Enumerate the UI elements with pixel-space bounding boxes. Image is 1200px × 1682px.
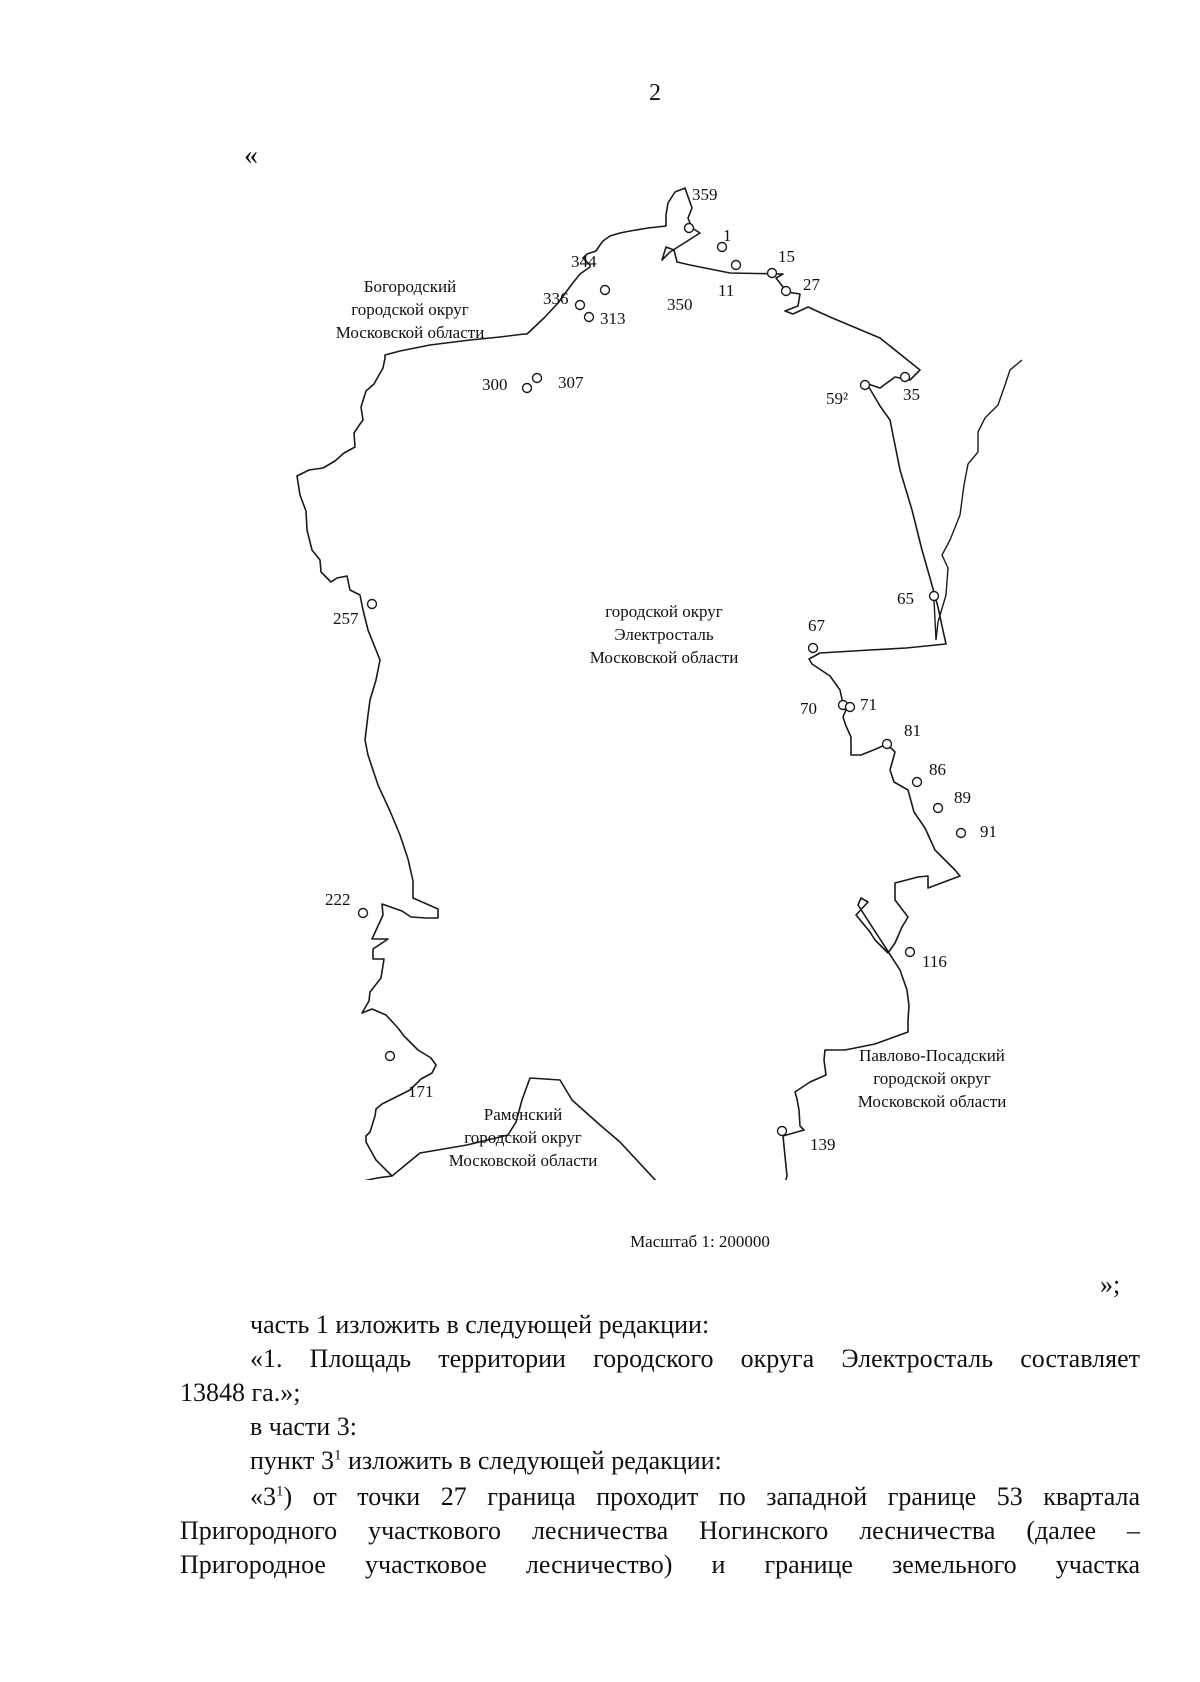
point-59-2: [861, 381, 870, 390]
text-line-4: в части 3:: [250, 1412, 357, 1441]
point-15: [768, 269, 777, 278]
region-ramensky-line-3: Московской области: [448, 1151, 598, 1170]
label-81: 81: [904, 721, 921, 740]
label-222: 222: [325, 890, 351, 909]
text-line-2: «1. Площадь территории городского округа Электросталь составляет: [250, 1344, 1140, 1373]
region-pavlovo-posadsky-line-1: Павлово-Посадский: [859, 1046, 1005, 1065]
point-313: [585, 313, 594, 322]
point-35: [901, 373, 910, 382]
label-67: 67: [808, 616, 825, 635]
text-line-5-sup: 1: [333, 1447, 342, 1464]
region-pavlovo-posadsky-line-2: городской округ: [873, 1069, 991, 1088]
label-35: 35: [903, 385, 920, 404]
closing-quote: »;: [1100, 1270, 1121, 1299]
label-11: 11: [718, 281, 735, 300]
point-91: [957, 829, 966, 838]
point-300: [523, 384, 532, 393]
region-ramensky-line-1: Раменский: [483, 1105, 563, 1124]
text-line-6: [250, 1480, 1140, 1514]
boundary-map-svg: [0, 170, 1200, 1180]
label-89: 89: [954, 788, 971, 807]
label-70: 70: [800, 699, 817, 718]
point-257: [368, 600, 377, 609]
label-307: 307: [558, 373, 584, 392]
region-bogorodsky: [336, 277, 485, 342]
label-59-2: 59²: [826, 389, 849, 408]
label-65: 65: [897, 589, 914, 608]
point-344: [601, 286, 610, 295]
survey-points: [359, 224, 966, 1136]
region-pavlovo-posadsky: [858, 1046, 1007, 1111]
label-171: 171: [408, 1082, 434, 1101]
point-222: [359, 909, 368, 918]
label-344: 344: [571, 252, 597, 271]
region-bogorodsky-line-2: городской округ: [351, 300, 469, 319]
text-line-3: 13848 га.»;: [180, 1378, 301, 1407]
region-ramensky-line-2: городской округ: [464, 1128, 582, 1147]
point-171: [386, 1052, 395, 1061]
region-elektrostal-line-1: городской округ: [605, 602, 723, 621]
region-ramensky: [449, 1105, 598, 1170]
boundary-map: [0, 170, 1200, 1180]
point-67: [809, 644, 818, 653]
point-359: [685, 224, 694, 233]
text-line-6-b: ) от точки 27 граница проходит по западной границе 53 квартала: [283, 1482, 1140, 1511]
point-89: [934, 804, 943, 813]
label-1: 1: [723, 226, 732, 245]
label-336: 336: [543, 289, 569, 308]
label-300: 300: [482, 375, 508, 394]
label-350: 350: [667, 295, 693, 314]
opening-quote: «: [244, 140, 258, 171]
region-elektrostal-line-2: Электросталь: [614, 625, 714, 644]
text-line-5-a: пункт 3: [250, 1446, 334, 1475]
label-359: 359: [692, 185, 718, 204]
region-bogorodsky-line-3: Московской области: [335, 323, 485, 342]
label-71: 71: [860, 695, 877, 714]
region-elektrostal: [590, 602, 739, 667]
label-116: 116: [922, 952, 947, 971]
text-line-1: часть 1 изложить в следующей редакции:: [250, 1310, 710, 1339]
point-11: [732, 261, 741, 270]
point-336: [576, 301, 585, 310]
label-86: 86: [929, 760, 946, 779]
text-line-6-sup: 1: [276, 1483, 284, 1500]
point-81: [883, 740, 892, 749]
label-139: 139: [810, 1135, 836, 1154]
river-line: [934, 360, 1022, 640]
region-bogorodsky-line-1: Богородский: [363, 277, 457, 296]
point-116: [906, 948, 915, 957]
point-139: [778, 1127, 787, 1136]
label-27: 27: [803, 275, 820, 294]
label-257: 257: [333, 609, 359, 628]
page-number: 2: [649, 80, 661, 106]
text-line-7: Пригородного участкового лесничества Ногинского лесничества (далее –: [180, 1516, 1140, 1545]
text-line-5-b: изложить в следующей редакции:: [341, 1446, 722, 1475]
text-line-5: [250, 1444, 722, 1478]
label-313: 313: [600, 309, 626, 328]
label-15: 15: [778, 247, 795, 266]
point-86: [913, 778, 922, 787]
region-pavlovo-posadsky-line-3: Московской области: [857, 1092, 1007, 1111]
point-71: [846, 703, 855, 712]
label-91: 91: [980, 822, 997, 841]
region-elektrostal-line-3: Московской области: [589, 648, 739, 667]
point-307: [533, 374, 542, 383]
text-line-6-a: «3: [250, 1482, 276, 1511]
map-scale: Масштаб 1: 200000: [630, 1232, 770, 1251]
text-line-8: Пригородное участковое лесничество) и границе земельного участка: [180, 1550, 1140, 1579]
point-27: [782, 287, 791, 296]
point-65: [930, 592, 939, 601]
